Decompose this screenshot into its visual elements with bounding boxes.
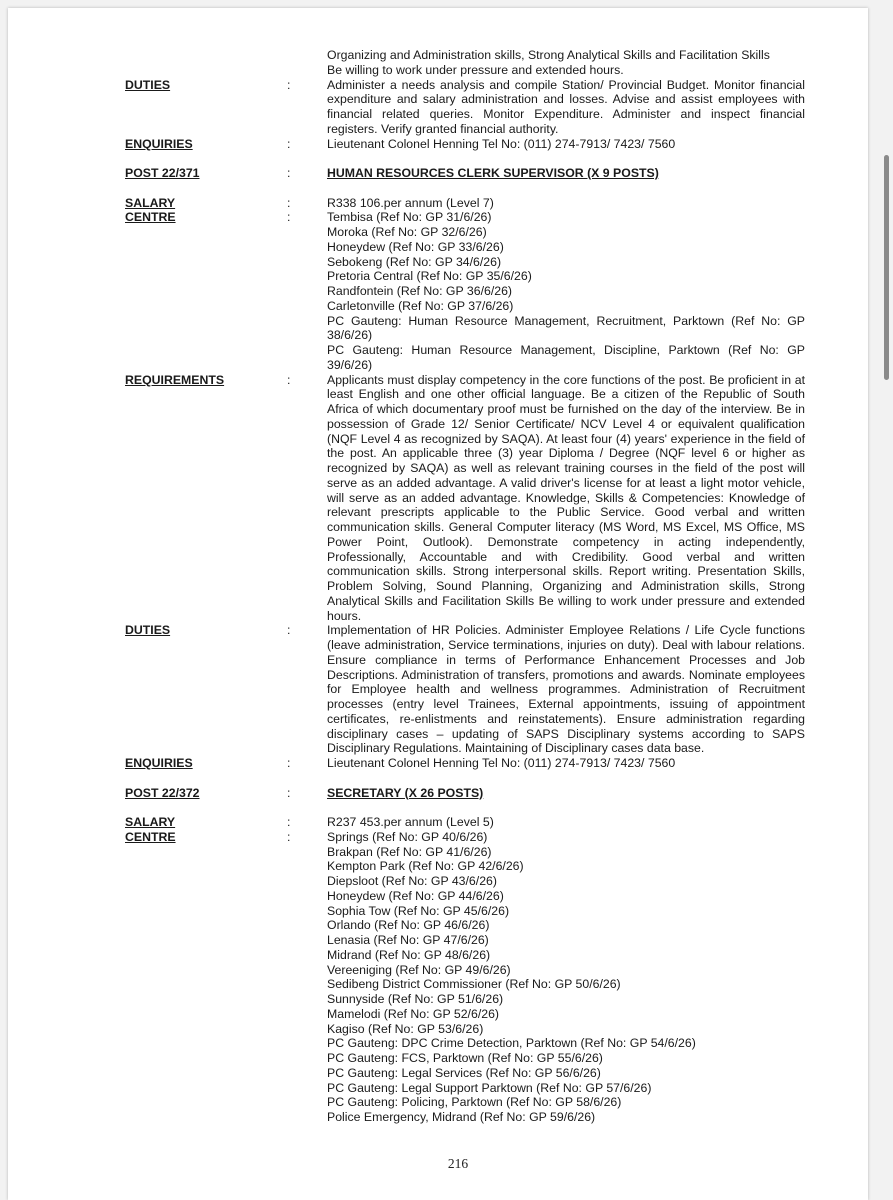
centre-label: CENTRE [125, 829, 176, 844]
centre-item: Midrand (Ref No: GP 48/6/26) [327, 947, 491, 962]
page-number: 216 [447, 1156, 469, 1171]
salary-row [125, 815, 805, 830]
centre-item: Kempton Park (Ref No: GP 42/6/26) [327, 859, 524, 874]
centre-label: CENTRE [125, 210, 176, 225]
separator-colon: : [287, 136, 291, 151]
centre-item: PC Gauteng: Legal Support Parktown (Ref No: GP 57/6/26) [327, 1080, 652, 1095]
duties-label: DUTIES [125, 77, 171, 92]
centre-item: Lenasia (Ref No: GP 47/6/26) [327, 933, 489, 947]
document-body [125, 48, 805, 1125]
separator-colon: : [287, 372, 291, 387]
separator-colon: : [287, 166, 291, 180]
requirements-text: Applicants must display competency in the core functions of the post. Be proficient in at least English and one other official language. Be a citizen of the Republic of South Africa of which documentary proof must be furnished on the day of the interview. Be in possession of Grade 12/ Senior Certificate/ NCV Level 4 or equivalent qualification (NQF Level 4 as recognized by SAQA). At least four (4) years' experience in the field of the post. An applicable three (3) year Diploma / Degree (NQF level 6 or higher as recognized by SAQA) as well as relevant training courses in the field of the post will serve as an added advantage. A valid driver's license for at least a light motor vehicle, will serve as an added advantage. Knowledge, Skills & Competencies: Knowledge of relevant prescripts applicable to the Public Service. Good verbal and written communication skills. General Computer literacy (MS Word, MS Excel, MS Office, MS Power Point, Outlook). Demonstrate competency in acting independently, Professionally, Accountable and with Credibility. Good verbal and written communication skills. Strong interpersonal skills. Report writing. Presentation Skills, Problem Solving, Sound Planning, Organizing and Administration skills, Strong Analytical Skills and Facilitation Skills Be willing to work under pressure and extended hours. [327, 372, 805, 623]
duties-text: Administer a needs analysis and compile Station/ Provincial Budget. Monitor financial expenditure and salary administration and losses. Advise and assist employees with financial related queries. Monitor Expenditure. Administer and inspect financial registers. Verify granted financial authority. [327, 77, 805, 136]
separator-colon: : [287, 195, 291, 210]
centre-item: Springs (Ref No: GP 40/6/26) [327, 829, 488, 844]
enquiries-row [125, 137, 805, 152]
centre-item: Honeydew (Ref No: GP 33/6/26) [327, 239, 504, 254]
intro-block [125, 48, 805, 78]
centre-item: Tembisa (Ref No: GP 31/6/26) [327, 210, 492, 225]
centre-item: PC Gauteng: Human Resource Management, Discipline, Parktown (Ref No: GP 39/6/26) [327, 343, 805, 372]
post-number: POST 22/371 [125, 166, 200, 180]
centre-item: PC Gauteng: Human Resource Management, Recruitment, Parktown (Ref No: GP 38/6/26) [327, 313, 805, 343]
centre-item: PC Gauteng: FCS, Parktown (Ref No: GP 55/6/26) [327, 1051, 603, 1065]
duties-text: Implementation of HR Policies. Administer Employee Relations / Life Cycle functions (leave administration, Service terminations, injuries on duty). Deal with labour relations. Ensure compliance in terms of Performance Enhancement Processes and Job Descriptions. Administration of transfers, promotions and awards. Nominate employees for Employee health and wellness programmes. Administration of Recruitment processes (entry level Trainees, External appointments, issuing of appointment certificates, re-enlistments and reinstatements). Ensure administration regarding disciplinary cases – updating of SAPS Disciplinary systems according to SAPS Disciplinary Regulations. Maintaining of Disciplinary cases data base. [327, 623, 805, 756]
enquiries-row [125, 756, 805, 771]
post-title: SECRETARY (X 26 POSTS) [327, 785, 484, 800]
centre-item: Sedibeng District Commissioner (Ref No: GP 50/6/26) [327, 977, 621, 992]
centre-item: Randfontein (Ref No: GP 36/6/26) [327, 284, 513, 298]
duties-row [125, 623, 805, 756]
salary-text: R338 106.per annum (Level 7) [327, 195, 494, 210]
post-heading-row [125, 166, 805, 181]
separator-colon: : [287, 756, 291, 770]
centre-item: Vereeniging (Ref No: GP 49/6/26) [327, 962, 511, 977]
centre-item: Diepsloot (Ref No: GP 43/6/26) [327, 874, 497, 888]
centre-item: Moroka (Ref No: GP 32/6/26) [327, 225, 487, 239]
enquiries-text: Lieutenant Colonel Henning Tel No: (011) 274-7913/ 7423/ 7560 [327, 756, 676, 770]
centre-item: Sebokeng (Ref No: GP 34/6/26) [327, 254, 502, 269]
centre-item: PC Gauteng: Policing, Parktown (Ref No: GP 58/6/26) [327, 1095, 622, 1110]
salary-label: SALARY [125, 195, 176, 210]
centre-item: Brakpan (Ref No: GP 41/6/26) [327, 844, 492, 859]
post-number: POST 22/372 [125, 785, 200, 800]
salary-row [125, 196, 805, 211]
centre-item: PC Gauteng: DPC Crime Detection, Parktown (Ref No: GP 54/6/26) [327, 1036, 696, 1051]
centre-item: Mamelodi (Ref No: GP 52/6/26) [327, 1006, 500, 1021]
centre-row [125, 830, 805, 1125]
post-title: HUMAN RESOURCES CLERK SUPERVISOR (X 9 POSTS) [327, 166, 659, 180]
duties-label: DUTIES [125, 623, 171, 638]
separator-colon: : [287, 829, 291, 844]
centre-item: Sophia Tow (Ref No: GP 45/6/26) [327, 903, 510, 918]
document-page [8, 8, 868, 1200]
requirements-label: REQUIREMENTS [125, 372, 225, 387]
requirements-row [125, 373, 805, 624]
centre-item: Carletonville (Ref No: GP 37/6/26) [327, 298, 514, 313]
salary-label: SALARY [125, 815, 176, 829]
separator-colon: : [287, 785, 291, 800]
separator-colon: : [287, 815, 291, 829]
enquiries-text: Lieutenant Colonel Henning Tel No: (011) 274-7913/ 7423/ 7560 [327, 136, 676, 151]
duties-row [125, 78, 805, 137]
centre-item: Honeydew (Ref No: GP 44/6/26) [327, 888, 504, 903]
centre-item: Sunnyside (Ref No: GP 51/6/26) [327, 992, 504, 1006]
centre-item: Pretoria Central (Ref No: GP 35/6/26) [327, 269, 532, 284]
separator-colon: : [287, 210, 291, 225]
intro-line: Be willing to work under pressure and extended hours. [327, 62, 624, 77]
centre-item: Kagiso (Ref No: GP 53/6/26) [327, 1021, 484, 1036]
post-heading-row [125, 786, 805, 801]
intro-line: Organizing and Administration skills, Strong Analytical Skills and Facilitation Skills [327, 48, 770, 62]
enquiries-label: ENQUIRIES [125, 756, 193, 770]
centre-row [125, 210, 805, 372]
enquiries-label: ENQUIRIES [125, 136, 193, 151]
separator-colon: : [287, 623, 291, 638]
centre-item: Police Emergency, Midrand (Ref No: GP 59/6/26) [327, 1110, 596, 1124]
scrollbar-thumb[interactable] [884, 155, 889, 380]
salary-text: R237 453.per annum (Level 5) [327, 815, 494, 829]
centre-item: Orlando (Ref No: GP 46/6/26) [327, 918, 490, 933]
separator-colon: : [287, 77, 291, 92]
centre-item: PC Gauteng: Legal Services (Ref No: GP 56/6/26) [327, 1065, 601, 1080]
